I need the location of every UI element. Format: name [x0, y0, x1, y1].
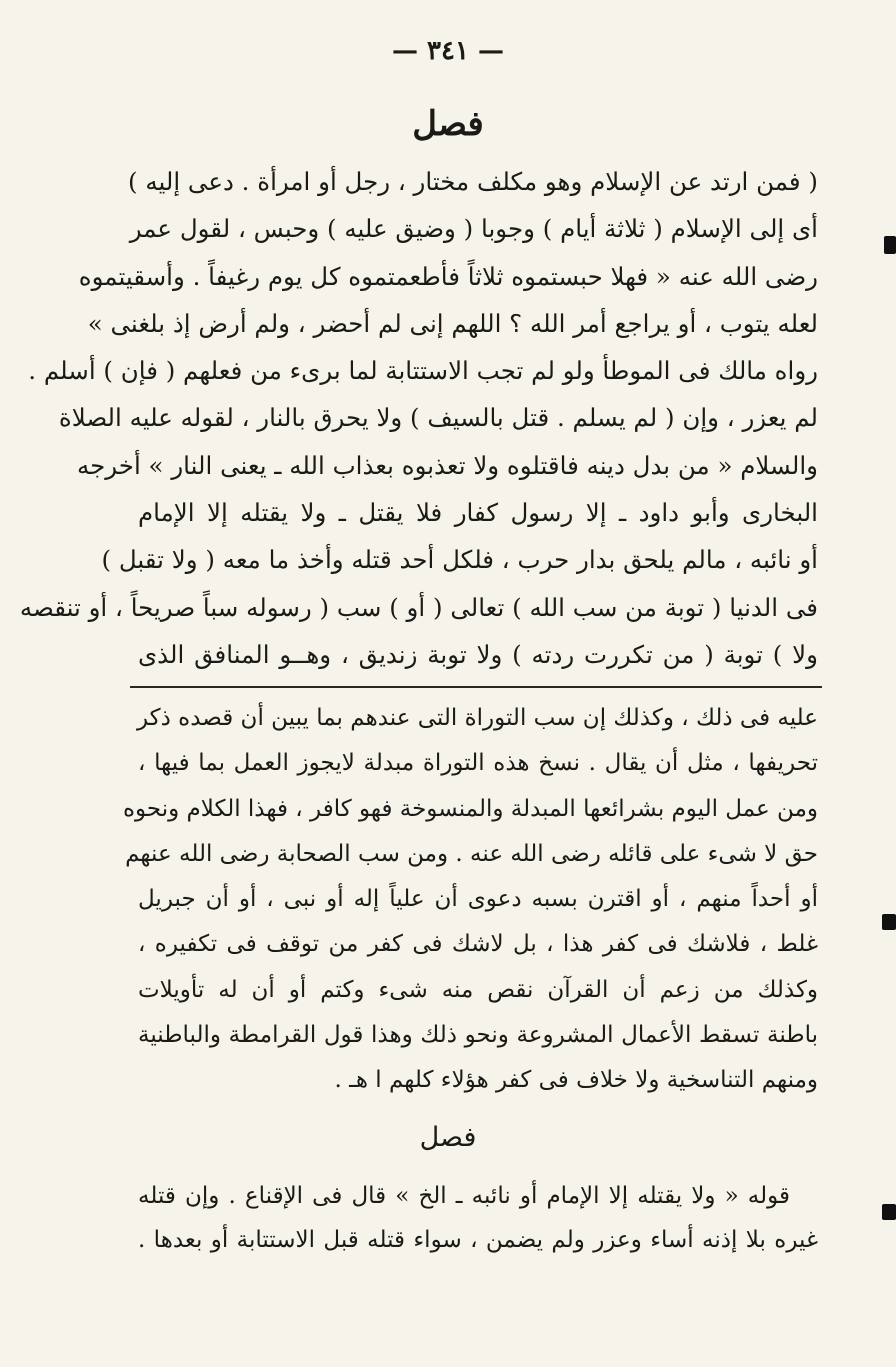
commentary-line: قوله « ولا يقتله إلا الإمام أو نائبه ـ الخ » قال فى الإقناع . وإن قتله [138, 1183, 790, 1209]
main-text-line: والسلام « من بدل دينه فاقتلوه ولا تعذبوه بعذاب الله ـ يعنى النار » أخرجه [77, 450, 818, 480]
main-text-line: فى الدنيا ( توبة من سب الله ) تعالى ( أو ) سب ( رسوله سباً صريحاً ، أو تنقصه [19, 592, 818, 622]
main-text-line: ( فمن ارتد عن الإسلام وهو مكلف مختار ، رجل أو امرأة . دعى إليه ) [127, 167, 818, 196]
main-text-line: البخارى وأبو داود ـ إلا رسول كفار فلا يقتل ـ ولا يقتله إلا الإمام [138, 498, 818, 528]
main-text-block [19, 158, 818, 678]
main-text-line: ولا ) توبة ( من تكررت ردته ) ولا توبة زنديق ، وهــو المنافق الذى [138, 639, 818, 669]
footnote-line: تحريفها ، مثل أن يقال . نسخ هذه التوراة مبدلة لايجوز العمل بما فيها ، [138, 750, 818, 777]
footnote-line: عليه فى ذلك ، وكذلك إن سب التوراة التى عندهم بما يبين أن قصده ذكر [136, 705, 818, 731]
binding-mark [884, 236, 896, 254]
main-text-line: أو نائبه ، مالم يلحق بدار حرب ، فلكل أحد قتله وأخذ ما معه ( ولا تقبل ) [101, 545, 818, 575]
commentary-block [138, 1174, 818, 1262]
commentary-line: غيره بلا إذنه أساء وعزر ولم يضمن ، سواء قتله قبل الاستتابة أو بعدها . [138, 1227, 818, 1253]
footnote-line: حق لا شىء على قائله رضى الله عنه . ومن سب الصحابة رضى الله عنهم [125, 840, 818, 867]
section-title: فصل [412, 104, 484, 144]
binding-mark [882, 1204, 896, 1220]
binding-mark [882, 914, 896, 930]
footnote-line: ومن عمل اليوم بشرائعها المبدلة والمنسوخة فهو كافر ، فهذا الكلام ونحوه [122, 795, 818, 822]
main-text-line: رواه مالك فى الموطأ ولو لم تجب الاستتابة لما برىء من فعلهم ( فإن ) أسلم . [28, 356, 818, 386]
page-number: — ٣٤١ — [391, 36, 505, 66]
main-text-line: رضى الله عنه « فهلا حبستموه ثلاثاً فأطعمتموه كل يوم رغيفاً . وأسقيتموه [78, 261, 818, 291]
main-text-line: أى إلى الإسلام ( ثلاثة أيام ) وجوبا ( وضيق عليه ) وحبس ، لقول عمر [129, 214, 818, 244]
main-text-line: لعله يتوب ، أو يراجع أمر الله ؟ اللهم إنى لم أحضر ، ولم أرض إذ بلغنى » [87, 308, 818, 338]
footnote-line: وكذلك من زعم أن القرآن نقص منه شىء وكتم أو أن له تأويلات [138, 976, 818, 1003]
footnote-line: ومنهم التناسخية ولا خلاف فى كفر هؤلاء كلهم ا هـ . [334, 1067, 818, 1094]
footnote-line: باطنة تسقط الأعمال المشروعة ونحو ذلك وهذا قول القرامطة والباطنية [138, 1022, 818, 1049]
main-text-line: لم يعزر ، وإن ( لم يسلم . قتل بالسيف ) ولا يحرق بالنار ، لقوله عليه الصلاة [58, 403, 818, 433]
footnote-line: أو أحداً منهم ، أو اقترن بسبه دعوى أن علياً إله أو نبى ، أو أن جبريل [138, 886, 818, 913]
footnote-divider [130, 686, 822, 688]
footnote-block [122, 696, 818, 1104]
footnote-line: غلط ، فلاشك فى كفر هذا ، بل لاشك فى كفر من توقف فى تكفيره ، [138, 931, 818, 958]
footnote-section-title: فصل [419, 1122, 477, 1153]
